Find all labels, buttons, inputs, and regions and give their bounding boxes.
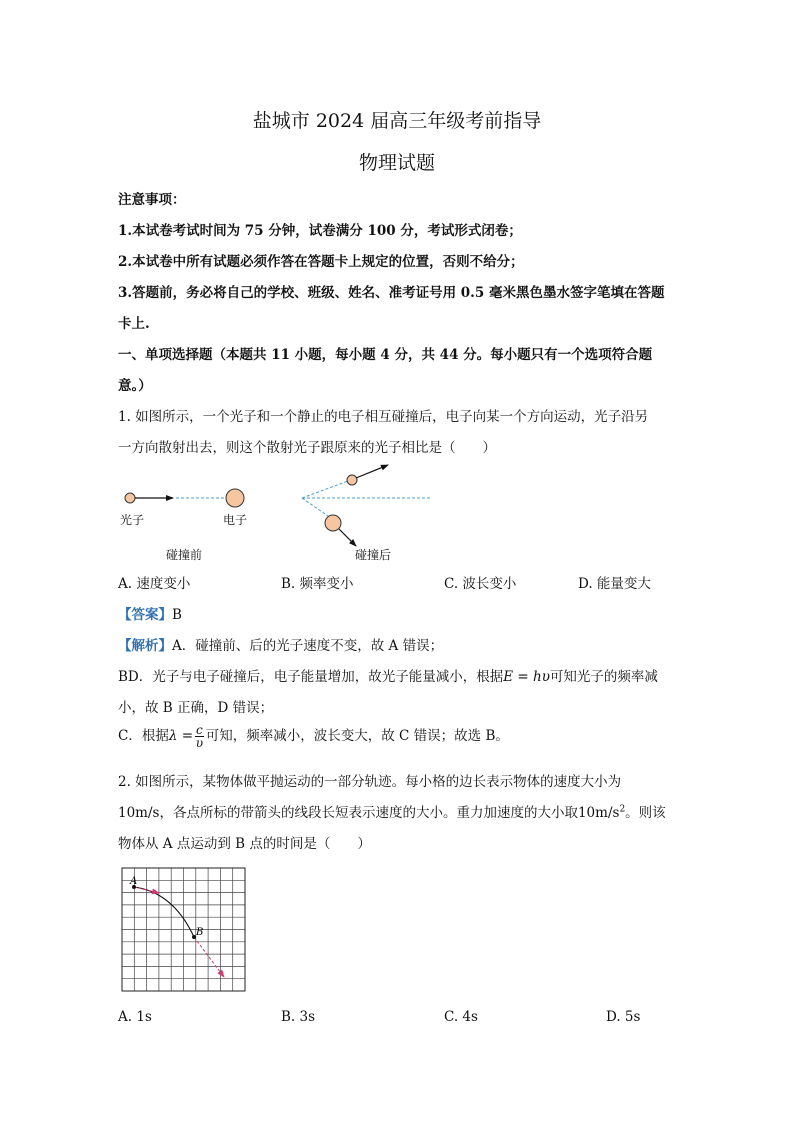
q2-grid-figure: [118, 864, 250, 994]
photon-label: 光子: [120, 513, 145, 527]
velocity-arrow-b: [194, 937, 224, 977]
analysis-tag: 【解析】: [118, 638, 172, 654]
section-heading: 一、单项选择题（本题共 11 小题，每小题 4 分，共 44 分。每小题只有一个选项符合题: [118, 347, 653, 363]
q1-stem-line2: 一方向散射出去，则这个散射光子跟原来的光子相比是（ ）: [118, 440, 496, 456]
q1-stem-line1: 1. 如图所示，一个光子和一个静止的电子相互碰撞后，电子向某一个方向运动，光子沿另: [118, 409, 649, 425]
notice-item-1: 1.本试卷考试时间为 75 分钟，试卷满分 100 分，考试形式闭卷；: [118, 223, 522, 239]
q1-analysis-bd: BD．光子与电子碰撞后，电子能量增加，故光子能量减小，根据E = hυ可知光子的频率减: [118, 669, 658, 685]
q2-stem-line1: 2. 如图所示，某物体做平抛运动的一部分轨迹。每小格的边长表示物体的速度大小为: [118, 774, 622, 790]
q1-answer: [118, 603, 182, 623]
q2-stem-line2: 10m/s，各点所标的带箭头的线段长短表示速度的大小。重力加速度的大小取$10m/s^2$。则该: [118, 804, 666, 821]
gravity-value: 10m/s: [577, 805, 620, 821]
notice-item-3-cont: 卡上.: [118, 316, 150, 332]
scattered-photon-path: [302, 481, 348, 498]
q1-analysis-bd-cont: 小，故 B 正确，D 错误；: [118, 700, 274, 716]
q2-option-d: D. 5s: [606, 1009, 641, 1025]
notice-heading: 注意事项：: [118, 192, 186, 208]
q1-analysis-c: C．根据λ = $\frac{c}{\upsilon}$ 可知，频率减小，波长变大，故 C 错误；故选 B。: [118, 723, 509, 750]
q1-option-c: C. 波长变小: [444, 576, 517, 592]
photon-before: [125, 493, 135, 503]
q1-option-a: A. 速度变小: [118, 576, 191, 592]
notice-item-2: 2.本试卷中所有试题必须作答在答题卡上规定的位置，否则不给分；: [118, 254, 524, 270]
electron-after-arrow: [339, 529, 356, 546]
page-title: 盐城市 2024 届高三年级考前指导: [252, 110, 542, 132]
grid-lines: [122, 868, 245, 991]
label-b: B: [196, 927, 204, 938]
page-subtitle: 物理试题: [358, 152, 435, 174]
q1-analysis-a: 【解析】A．碰撞前、后的光子速度不变，故 A 错误；: [118, 638, 444, 654]
answer-value: B: [172, 607, 182, 623]
notice-item-3: 3.答题前，务必将自己的学校、班级、姓名、准考证号用 0.5 毫米黑色墨水签字笔填在答题: [118, 285, 665, 301]
electron-after: [325, 515, 341, 531]
photon-after: [347, 475, 357, 485]
answer-tag: 【答案】: [118, 607, 172, 623]
q1-collision-figure: [110, 460, 450, 568]
photon-after-arrow: [356, 465, 388, 478]
formula-energy: E = hυ: [503, 669, 550, 685]
q1-option-b: B. 频率变小: [281, 576, 354, 592]
section-heading-cont: 意。）: [118, 378, 152, 394]
formula-lambda: λ =: [168, 728, 194, 744]
electron-path: [302, 498, 328, 516]
before-label: 碰撞前: [166, 548, 203, 562]
label-a: A: [130, 876, 138, 887]
q2-stem-line3: 物体从 A 点运动到 B 点的时间是（ ）: [118, 836, 371, 852]
fraction-c-over-v: $\frac{c}{\upsilon}$: [195, 723, 204, 750]
q1-option-d: D. 能量变大: [578, 576, 651, 592]
q2-option-b: B. 3s: [281, 1009, 316, 1025]
electron-label: 电子: [223, 513, 248, 527]
electron-before: [226, 489, 244, 507]
q2-option-c: C. 4s: [444, 1009, 478, 1025]
after-label: 碰撞后: [355, 548, 392, 562]
q2-option-a: A. 1s: [118, 1009, 152, 1025]
